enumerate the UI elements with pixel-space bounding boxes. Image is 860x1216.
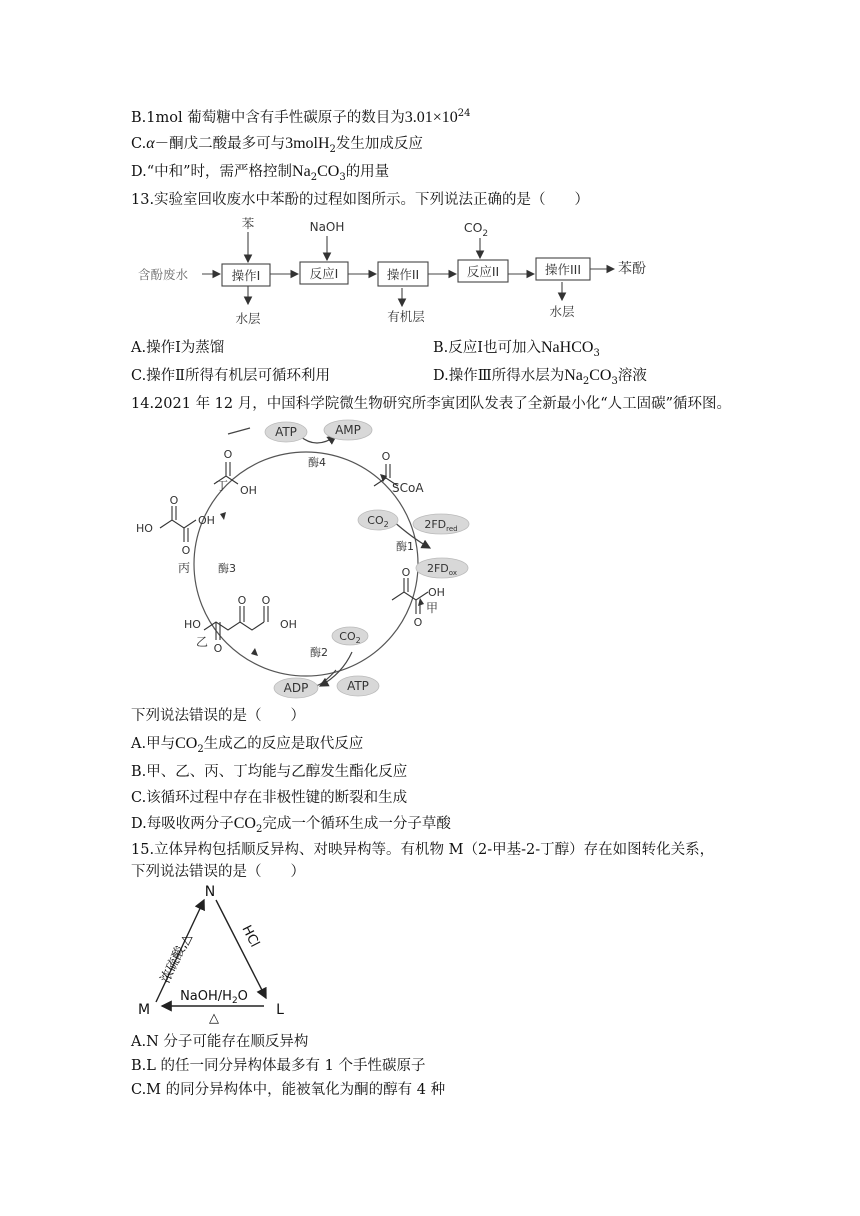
amp-label: AMP — [335, 423, 361, 437]
flow-out-organic: 有机层 — [387, 309, 425, 324]
flow-input: 含酚废水 — [138, 267, 189, 282]
flow-box-op1-label: 操作I — [231, 268, 261, 283]
ding-label: 丁 — [216, 479, 229, 493]
enzyme-2-label: 酶2 — [310, 646, 328, 659]
q14-option-c: C.该循环过程中存在非极性键的断裂和生成 — [131, 790, 408, 806]
flow-out-water1: 水层 — [235, 311, 261, 326]
bing-label: 丙 — [178, 561, 191, 575]
q13-option-a: A.操作Ⅰ为蒸馏 — [131, 340, 225, 356]
q13-option-d: D.操作Ⅲ所得水层为$Na_2CO_3$溶液 — [433, 367, 647, 387]
flow-reagent-benzene: 苯 — [241, 216, 255, 231]
scoa-label: SCoA — [392, 481, 424, 495]
q12-option-d: D.“中和”时，需严格控制$Na_2CO_3$的用量 — [131, 163, 390, 183]
bing-o2-label: O — [181, 544, 191, 557]
ding-oh-label: OH — [240, 484, 257, 497]
yi-label: 乙 — [196, 635, 209, 649]
q14-stem: 14.2021 年 12 月，中国科学院微生物研究所李寅团队发表了全新最小化“人工固碳”循环图。 — [131, 396, 732, 412]
edge-label-hcl: HCl — [238, 923, 263, 950]
q12-option-b: B.1mol 葡萄糖中含有手性碳原子的数目为$3.01\times 10^{24}$ — [131, 108, 471, 126]
jia-label: 甲 — [426, 601, 439, 615]
svg-text:CO2: $CO_2$ — [339, 630, 361, 645]
q14-question: 下列说法错误的是（ ） — [131, 708, 305, 724]
atp-bottom-label: ATP — [347, 679, 369, 693]
edge-label-conc-h2so4: 浓硫酸,△ — [158, 931, 195, 986]
q14-option-d: D.每吸收两分子$CO_2$完成一个循环生成一分子草酸 — [131, 815, 451, 835]
flow-box-op2-label: 操作II — [386, 267, 420, 282]
q13-stem: 13.实验室回收废水中苯酚的过程如图所示。下列说法正确的是（ ） — [131, 192, 590, 208]
q15-stem-line1: 15.立体异构包括顺反异构、对映异构等。有机物 M（2-甲基-2-丁醇）存在如图转化关系， — [131, 842, 715, 858]
enzyme-4-label: 酶4 — [308, 456, 326, 469]
q14-option-a: A.甲与$CO_2$生成乙的反应是取代反应 — [131, 735, 364, 755]
node-m: M — [137, 1002, 151, 1018]
phenol-recovery-flowchart — [130, 212, 690, 328]
q12-option-c: C.α－酮戊二酸最多可与3molH$_2$发生加成反应 — [131, 135, 423, 155]
flow-output: 苯酚 — [618, 261, 646, 277]
q15-option-b: B.L 的任一同分异构体最多有 1 个手性碳原子 — [131, 1058, 426, 1074]
edge-label-heat: △ — [209, 1011, 219, 1026]
carbon-fixation-cycle-diagram — [130, 416, 470, 700]
mnl-triangle-diagram — [130, 880, 310, 1028]
node-l: L — [276, 1002, 284, 1018]
yi-o3-label: O — [261, 594, 271, 607]
flow-box-rx1-label: 反应I — [309, 266, 339, 281]
q15-stem-line2: 下列说法错误的是（ ） — [131, 864, 305, 880]
yi-ho-label: HO — [184, 618, 201, 631]
yi-oh-label: OH — [280, 618, 297, 631]
adp-label: ADP — [283, 681, 309, 695]
flow-box-rx2-label: 反应II — [466, 264, 500, 279]
svg-text:CO2: $CO_2$ — [367, 514, 389, 529]
fd-ox-label: $2FD_{ox}$ — [426, 562, 458, 577]
node-n: N — [204, 884, 216, 900]
bing-o1-label: O — [169, 494, 179, 507]
enzyme-3-label: 酶3 — [218, 562, 236, 575]
scoa-o-label: O — [381, 450, 391, 463]
atp-top-label: ATP — [275, 425, 297, 439]
q15-option-a: A.N 分子可能存在顺反异构 — [131, 1034, 309, 1050]
q13-option-c: C.操作Ⅱ所得有机层可循环利用 — [131, 368, 331, 384]
flow-reagent-naoh: NaOH — [309, 220, 345, 234]
flow-box-op3-label: 操作III — [544, 262, 582, 277]
flow-out-water2: 水层 — [549, 304, 575, 319]
flow-reagent-co2: $CO_2$ — [463, 220, 489, 239]
enzyme-1-label: 酶1 — [396, 540, 414, 553]
bing-oh-label: OH — [198, 514, 215, 527]
bing-ho-label: HO — [136, 522, 153, 535]
jia-o1-label: O — [401, 566, 411, 579]
yi-o1-label: O — [213, 642, 223, 655]
q15-option-c: C.M 的同分异构体中，能被氧化为酮的醇有 4 种 — [131, 1082, 446, 1098]
ding-o-label: O — [223, 448, 233, 461]
yi-o2-label: O — [237, 594, 247, 607]
fd-red-label: $2FD_{red}$ — [424, 518, 458, 533]
jia-o2-label: O — [413, 616, 423, 629]
edge-label-naoh-h2o: NaOH/$H_2O$ — [180, 989, 248, 1006]
jia-oh-label: OH — [428, 586, 445, 599]
q13-option-b: B.反应Ⅰ也可加入NaHCO$_3$ — [433, 339, 600, 359]
q14-option-b: B.甲、乙、丙、丁均能与乙醇发生酯化反应 — [131, 764, 408, 780]
